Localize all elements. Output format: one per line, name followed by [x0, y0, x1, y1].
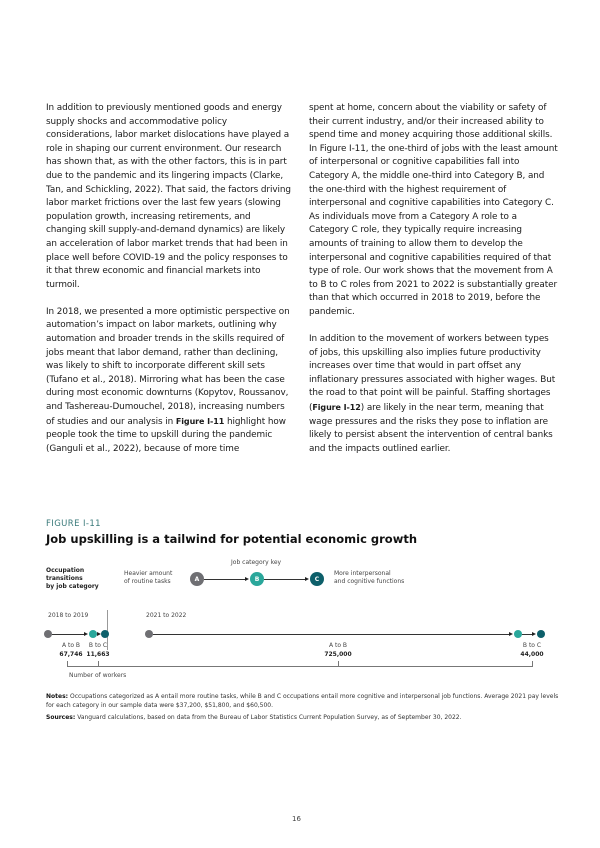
- figure-reference: Figure I-12: [312, 402, 361, 412]
- sources-text: Vanguard calculations, based on data from the Bureau of Labor Statistics Current Population Survey, as of September 30, 2022.: [75, 714, 462, 721]
- arrow-icon: [84, 632, 88, 636]
- text: transitions: [46, 575, 83, 582]
- transition-label: A to B: [61, 642, 81, 649]
- routine-tasks-label: [124, 570, 172, 586]
- transition-label: B to C: [522, 642, 542, 649]
- track-line: [52, 634, 86, 635]
- arrow-icon: [245, 577, 249, 581]
- right-paragraph-1: spent at home, concern about the viability or safety of their current industry, and/or their increased ability to spend time and money acquiring those additional skills. In Figure I-11, the one-third of jobs with the least amount of interpersonal or cognitive capabilities fall into Category A, the middle one-third into Category B, and the one-third with the highest requirement of interpersonal and cognitive capabilities into Category C. As individuals move from a Category A role to a Category C role, they typically require increasing amounts of training to allow them to develop the interpersonal and cognitive capabilities required of that type of role. Our work shows that the movement from A to B to C roles from 2021 to 2022 is substantially greater than that which occurred in 2018 to 2019, before the pandemic.: [309, 103, 558, 317]
- page-number: 16: [292, 815, 301, 823]
- arrow-icon: [305, 577, 309, 581]
- notes: [46, 692, 561, 710]
- figure-title: Job upskilling is a tailwind for potential economic growth: [46, 532, 418, 546]
- sources-label: Sources:: [46, 714, 76, 721]
- dot-c-2018: [101, 630, 109, 638]
- value-label: 67,746: [59, 651, 83, 658]
- text: by job category: [46, 583, 99, 590]
- track-line: [153, 634, 511, 635]
- bracket: [67, 666, 533, 667]
- right-column: [309, 102, 559, 470]
- text: ) are likely in the near term, meaning that wage pressures and the risks they pose to inflation are likely to persist absent the intervention of central banks and the impacts outlined earlier.: [309, 402, 553, 454]
- dot-a-2021: [145, 630, 153, 638]
- key-connector: [264, 579, 307, 580]
- key-connector: [204, 579, 247, 580]
- value-label: 725,000: [324, 651, 352, 658]
- notes-label: Notes:: [46, 693, 69, 700]
- value-label: 44,000: [520, 651, 544, 658]
- arrow-icon: [532, 632, 536, 636]
- cognitive-functions-label: [334, 570, 404, 586]
- figure-notes: [46, 692, 561, 725]
- number-of-workers-label: Number of workers: [69, 672, 127, 679]
- dot-b-2021: [514, 630, 522, 638]
- notes-text: Occupations categorized as A entail more routine tasks, while B and C occupations entail more cognitive and interpersonal job functions. Average 2021 pay levels for each category in our sample data were $37,200, $51,800, and $60,500.: [46, 693, 559, 709]
- figure-reference: Figure I-11: [175, 416, 225, 426]
- period-2018-2019: 2018 to 2019: [48, 612, 89, 619]
- period-2021-2022: 2021 to 2022: [146, 612, 187, 619]
- text: Occupation: [46, 567, 85, 574]
- text: More interpersonal: [334, 570, 391, 577]
- text: of routine tasks: [124, 578, 171, 585]
- category-a-icon: A: [190, 572, 204, 586]
- category-c-icon: C: [310, 572, 324, 586]
- dot-b-2018: [89, 630, 97, 638]
- dot-a-2018: [44, 630, 52, 638]
- value-label: 11,663: [86, 651, 110, 658]
- sources: [46, 713, 561, 722]
- right-paragraph-2: [309, 333, 559, 456]
- arrow-icon: [509, 632, 513, 636]
- text: In 2018, we presented a more optimistic perspective on automation’s impact on labor markets, outlining why automation and broader trends in the skills required of jobs meant that labor demand, rather than declining, was likely to shift to incorporate different skill sets (Tufano et al., 2018). Mirroring what has been the case during most economic downturns (Kopytov, Roussanov, and Tashereau-Dumouchel, 2018), increasing numbers of studies and our analysis in: [46, 306, 290, 427]
- figure-label: FIGURE I-11: [46, 519, 101, 529]
- occupation-transitions-label: [46, 567, 99, 591]
- dot-c-2021: [537, 630, 545, 638]
- key-label: Job category key: [231, 559, 282, 566]
- left-paragraph-1: In addition to previously mentioned goods and energy supply shocks and accommodative policy considerations, labor market dislocations have played a role in shaping our current environment. Our research has shown that, as with the other factors, this is in part due to the pandemic and its lingering impacts (Clarke, Tan, and Schickling, 2022). That said, the factors driving labor market frictions over the last few years (slowing population growth, increasing retirements, and changing skill supply-and-demand dynamics) are likely an acceleration of labor market trends that had been in place well before COVID-19 and the policy responses to it that threw economic and financial markets into turmoil.: [46, 103, 291, 290]
- text: In addition to the movement of workers between types of jobs, this upskilling also implies future productivity increases over time that would in part offset any inflationary pressures associated with higher wages. But the road to that point will be painful. Staffing shortages (: [309, 334, 556, 413]
- category-b-icon: B: [250, 572, 264, 586]
- text: Heavier amount: [124, 570, 173, 577]
- left-paragraph-2: [46, 306, 291, 457]
- text: highlight how people took the time to upskill during the pandemic (Ganguli et al., 2022), because of more time: [46, 416, 286, 454]
- text: and cognitive functions: [334, 578, 405, 585]
- transition-label: A to B: [328, 642, 348, 649]
- left-column: [46, 102, 291, 470]
- transition-label: B to C: [88, 642, 108, 649]
